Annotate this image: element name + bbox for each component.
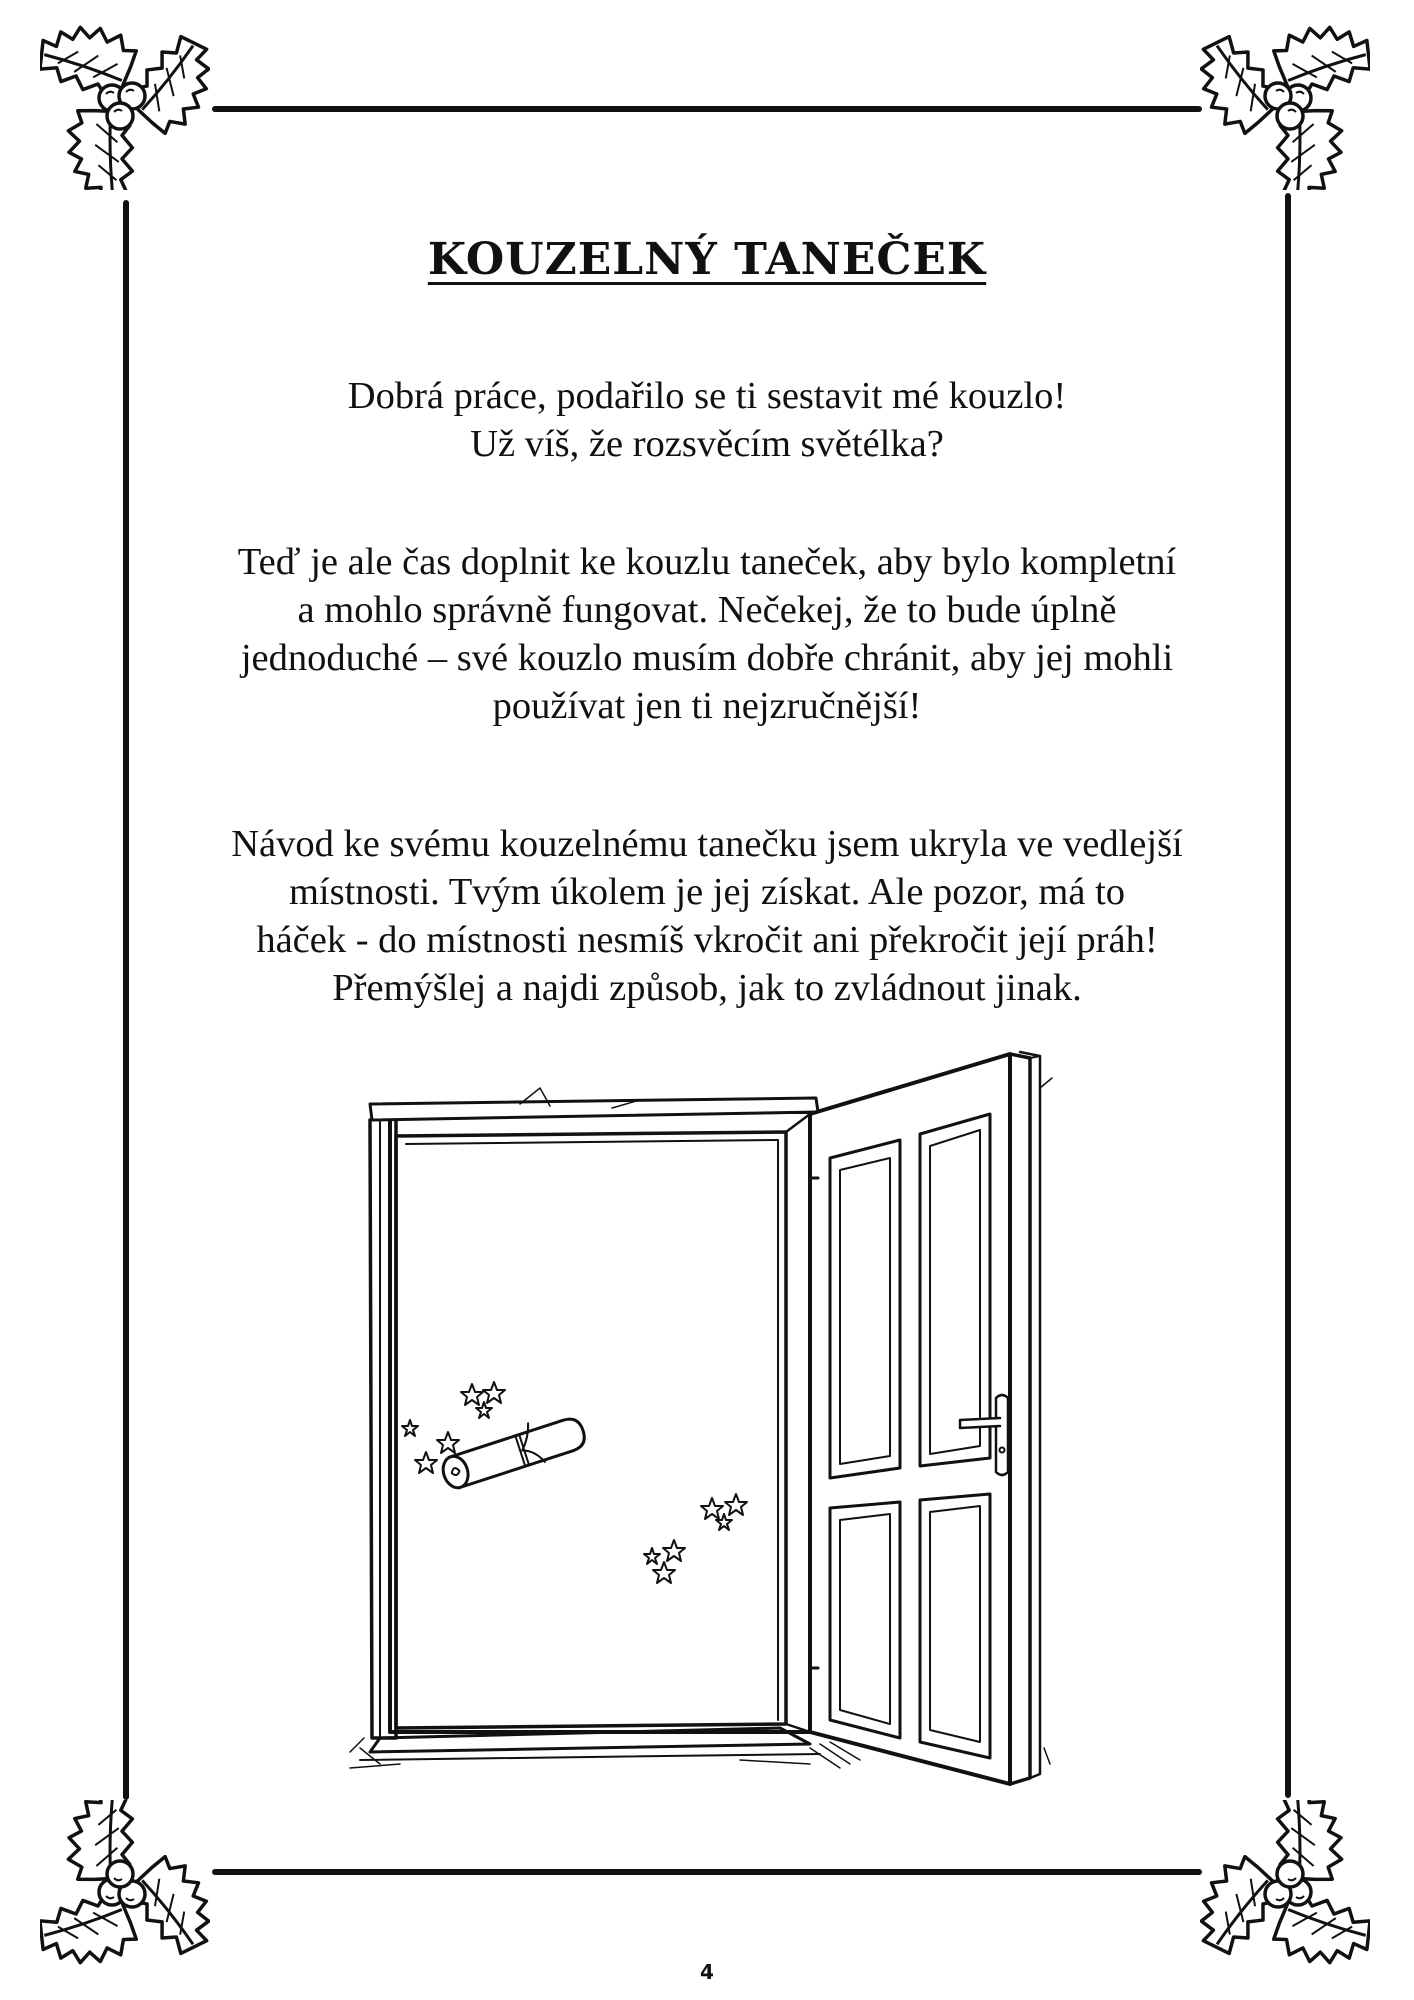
frame-left-line bbox=[123, 200, 129, 1800]
holly-icon bbox=[40, 1800, 210, 1970]
holly-icon bbox=[40, 20, 210, 190]
paragraph-instructions bbox=[150, 820, 1264, 1012]
text-line: Návod ke svému kouzelnému tanečku jsem ukryla ve vedlejší bbox=[231, 823, 1183, 865]
text-line: jednoduché – své kouzlo musím dobře chránit, aby jej mohli bbox=[240, 637, 1174, 679]
page-number: 4 bbox=[700, 1960, 714, 1984]
page-title: KOUZELNÝ TANEČEK bbox=[427, 234, 987, 285]
open-door-with-scroll-icon bbox=[340, 1048, 1120, 1788]
frame-right-line bbox=[1285, 193, 1291, 1798]
text-line: Teď je ale čas doplnit ke kouzlu taneček, aby bylo kompletní bbox=[237, 541, 1177, 583]
text-line: Už víš, že rozsvěcím světélka? bbox=[470, 423, 944, 465]
text-line: místnosti. Tvým úkolem je jej získat. Ale pozor, má to bbox=[288, 871, 1126, 913]
frame-bottom-line bbox=[212, 1869, 1202, 1875]
paragraph-task bbox=[150, 538, 1264, 730]
text-line: Dobrá práce, podařilo se ti sestavit mé kouzlo! bbox=[347, 375, 1067, 417]
frame-top-line bbox=[212, 106, 1202, 112]
text-line: Přemýšlej a najdi způsob, jak to zvládnout jinak. bbox=[332, 967, 1082, 1009]
holly-icon bbox=[1200, 20, 1370, 190]
text-line: a mohlo správně fungovat. Nečekej, že to bude úplně bbox=[297, 589, 1117, 631]
text-line: používat jen ti nejzručnější! bbox=[492, 685, 922, 727]
paragraph-intro bbox=[150, 372, 1264, 468]
text-line: háček - do místnosti nesmíš vkročit ani překročit její práh! bbox=[256, 919, 1158, 961]
holly-icon bbox=[1200, 1800, 1370, 1970]
